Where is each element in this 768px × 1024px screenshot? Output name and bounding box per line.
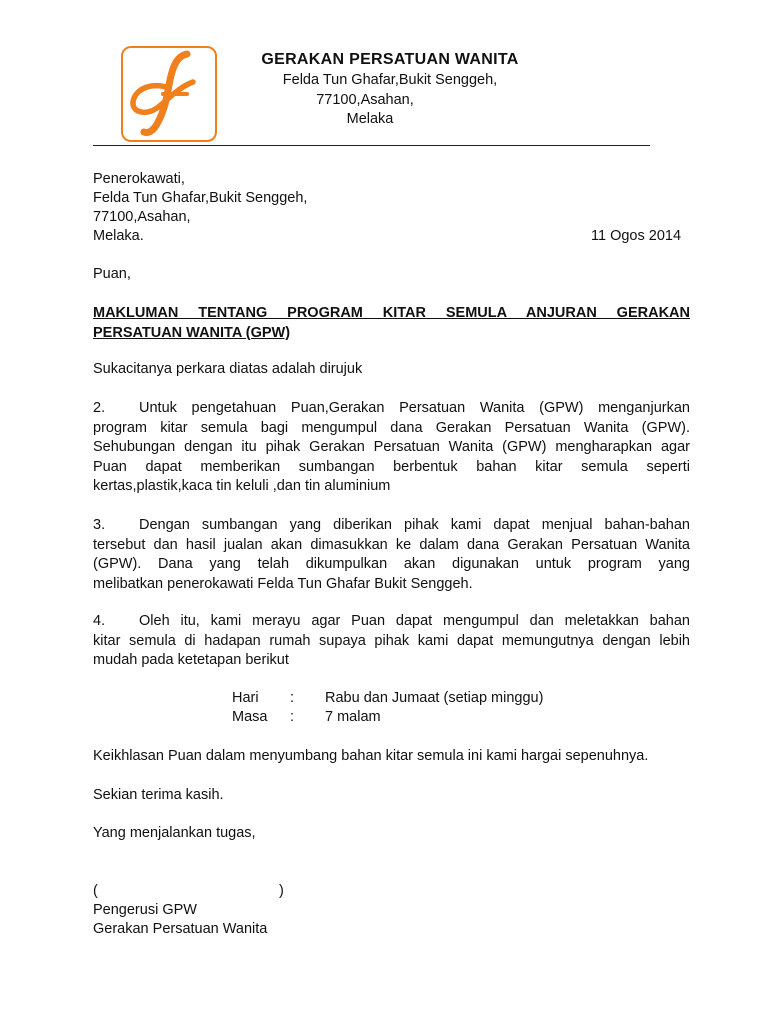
schedule-day-separator: : [290, 690, 295, 706]
recipient-line1: Penerokawati, [93, 171, 185, 187]
para3-number: 3. [93, 517, 106, 533]
org-address-line2: 77100,Asahan, [316, 92, 414, 108]
para2-line3: Sehubungan dengan itu pihak Gerakan Persatuan Wanita (GPW) mengharapkan agar [93, 439, 690, 455]
closing-duty: Yang menjalankan tugas, [93, 825, 256, 841]
para2-number: 2. [93, 400, 106, 416]
para2-line2: program kitar semula bagi mengumpul dana Gerakan Persatuan Wanita (GPW). [93, 419, 690, 436]
recipient-line3: 77100,Asahan, [93, 209, 191, 225]
para2-line5: kertas,plastik,kaca tin keluli ,dan tin aluminium [93, 478, 391, 494]
subject-line1: MAKLUMAN TENTANG PROGRAM KITAR SEMULA ANJURAN GERAKAN [93, 305, 690, 321]
schedule-time-label: Masa [232, 709, 268, 725]
closing-thanks: Sekian terima kasih. [93, 787, 224, 803]
schedule-day-value: Rabu dan Jumaat (setiap minggu) [325, 690, 544, 706]
paragraph-3 [93, 516, 690, 594]
signatory-org: Gerakan Persatuan Wanita [93, 921, 268, 937]
signature-open-paren: ( [93, 883, 98, 899]
schedule-time-value: 7 malam [325, 709, 381, 725]
recipient-line2: Felda Tun Ghafar,Bukit Senggeh, [93, 190, 308, 206]
subject-heading [93, 304, 690, 343]
para3-line3: (GPW). Dana yang telah dikumpulkan akan digunakan untuk program yang [93, 556, 690, 572]
para2-line4: Puan dapat memberikan sumbangan berbentuk bahan kitar semula seperti [93, 458, 690, 475]
recipient-line4: Melaka. [93, 228, 144, 244]
stylized-f-icon [123, 48, 215, 140]
paragraph-1: Sukacitanya perkara diatas adalah dirujuk [93, 361, 363, 377]
org-address-line3: Melaka [346, 111, 394, 127]
salutation: Puan, [93, 266, 131, 282]
para4-number: 4. [93, 613, 106, 629]
para4-line1: Oleh itu, kami merayu agar Puan dapat mengumpul dan meletakkan bahan [139, 613, 690, 629]
org-name: GERAKAN PERSATUAN WANITA [261, 51, 519, 68]
paragraph-2 [93, 399, 690, 497]
schedule-day-label: Hari [232, 690, 259, 706]
para4-line3: mudah pada ketetapan berikut [93, 652, 289, 668]
schedule-time-separator: : [290, 709, 295, 725]
signatory-title: Pengerusi GPW [93, 902, 197, 918]
para3-line2: tersebut dan hasil jualan akan dimasukkan ke dalam dana Gerakan Persatuan Wanita [93, 536, 690, 553]
gpw-logo-icon [121, 46, 217, 142]
org-address-line1: Felda Tun Ghafar,Bukit Senggeh, [282, 72, 498, 88]
para3-line1: Dengan sumbangan yang diberikan pihak kami dapat menjual bahan-bahan [139, 517, 690, 533]
para2-line1: Untuk pengetahuan Puan,Gerakan Persatuan Wanita (GPW) menganjurkan [139, 400, 690, 416]
letter-date: 11 Ogos 2014 [591, 228, 682, 244]
paragraph-4 [93, 612, 690, 671]
letterhead-divider [93, 145, 650, 146]
signature-close-paren: ) [279, 883, 284, 899]
para4-line2: kitar semula di hadapan rumah supaya pihak kami dapat memungutnya dengan lebih [93, 632, 690, 649]
closing-appreciation: Keikhlasan Puan dalam menyumbang bahan kitar semula ini kami hargai sepenuhnya. [93, 748, 649, 764]
subject-line2: PERSATUAN WANITA (GPW) [93, 324, 291, 341]
para3-line4: melibatkan penerokawati Felda Tun Ghafar Bukit Senggeh. [93, 575, 473, 592]
